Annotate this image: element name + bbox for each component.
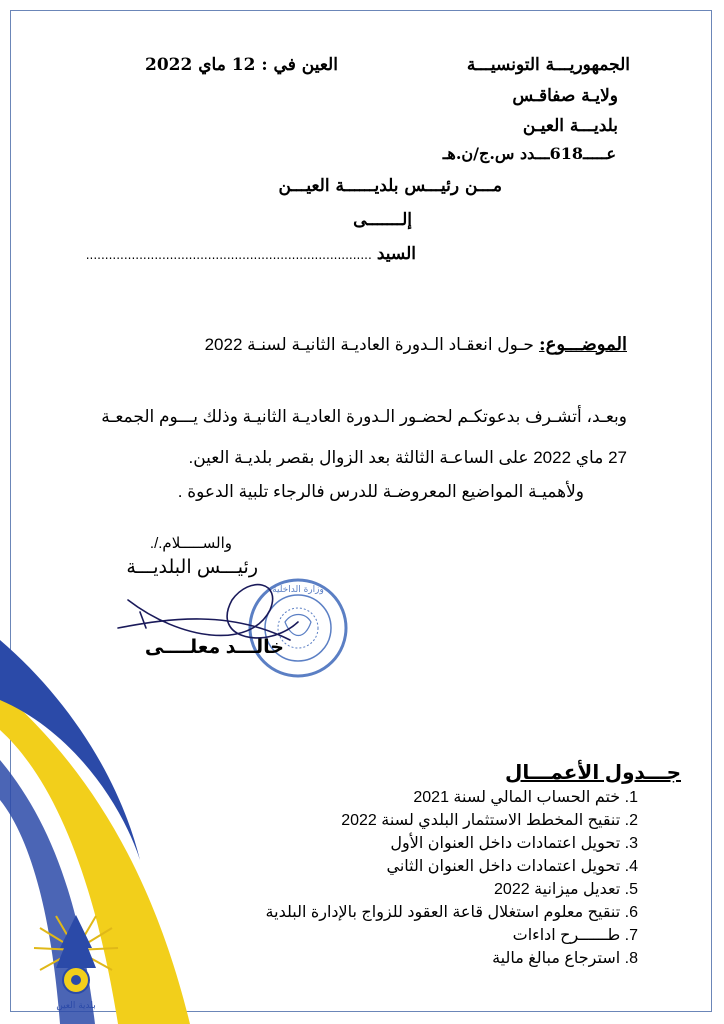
recipient-line [86,244,416,264]
date-place: العين في : [261,55,338,75]
agenda-item [266,855,638,878]
yellow-swoosh [0,690,190,1024]
body-line-3: ولأهميـة المواضيع المعروضـة للدرس فالرجاء تلبية الدعوة . [177,482,584,501]
agenda-item [266,786,638,809]
header-republic: الجمهوريـــة التونسيـــة [466,55,630,75]
date-month: ماي [198,55,226,75]
closing-title: رئيـــس البلديـــة [126,557,258,578]
header-municipality: بلديـــة العيـن [522,116,618,136]
agenda-item [266,878,638,901]
agenda-item-text: طــــــرح اداءات [512,927,621,944]
agenda-title: جـــدول الأعمـــال [504,762,681,784]
agenda-item-text: ختم الحساب المالي لسنة 2021 [413,789,621,806]
header-date [145,55,338,75]
date-year: 2022 [145,55,193,75]
agenda-item-num: 4. [624,858,638,875]
agenda-item-num: 6. [624,904,638,921]
to-line: إلـــــــى [353,210,412,230]
body-line-2: 27 ماي 2022 على الساعـة الثالثة بعد الزوال بقصر بلديـة العين. [188,448,627,467]
subject-text: حـول انعقـاد الـدورة العاديـة الثانيـة لسنـة 2022 [204,335,534,354]
agenda-item-text: تحويل اعتمادات داخل العنوان الثاني [386,858,621,875]
agenda-item-num: 1. [624,789,638,806]
closing-name: خالـــد معلــــى [144,637,284,658]
agenda-item-num: 8. [624,950,638,967]
agenda-item [266,901,638,924]
closing-salutation: والســـــلام./. [149,535,232,552]
agenda-item-num: 2. [624,812,638,829]
logo-caption: بلدية العين [56,1001,96,1011]
date-day: 12 [231,55,256,75]
from-line: مـــن رئيـــس بلديــــــة العيـــن [278,176,502,196]
agenda-item-text: تعديل ميزانية 2022 [494,881,621,898]
agenda-item-text: تنقيح المخطط الاستثمار البلدي لسنة 2022 [341,812,621,829]
agenda-item-num: 5. [624,881,638,898]
agenda-item-num: 3. [624,835,638,852]
handwritten-signature [118,585,298,640]
agenda-item [266,947,638,970]
agenda-item [266,924,638,947]
header-reference: عـــــ618ـــدد س.ج/ن.هـ [442,144,616,163]
recipient-label: السيد [376,244,416,264]
agenda-item [266,809,638,832]
stamp-text: وزارة الداخلية [272,585,324,595]
agenda-list [266,786,638,970]
agenda-item-text: تحويل اعتمادات داخل العنوان الأول [390,835,621,852]
agenda-item-text: استرجاع مبالغ مالية [492,950,621,967]
agenda-item [266,832,638,855]
agenda-item-num: 7. [624,927,638,944]
recipient-dots: ........................................................................... [85,248,372,262]
subject-label: الموضـــوع: [539,334,627,355]
header-governorate: ولايـة صفاقـس [512,86,618,106]
agenda-item-text: تنقيح معلوم استغلال قاعة العقود للزواج بالإدارة البلدية [265,904,621,921]
body-line-1: وبعـد، أتشـرف بدعوتكـم لحضـور الـدورة العاديـة الثانيـة وذلك يـــوم الجمعـة [101,407,627,426]
subject-line [205,334,627,355]
